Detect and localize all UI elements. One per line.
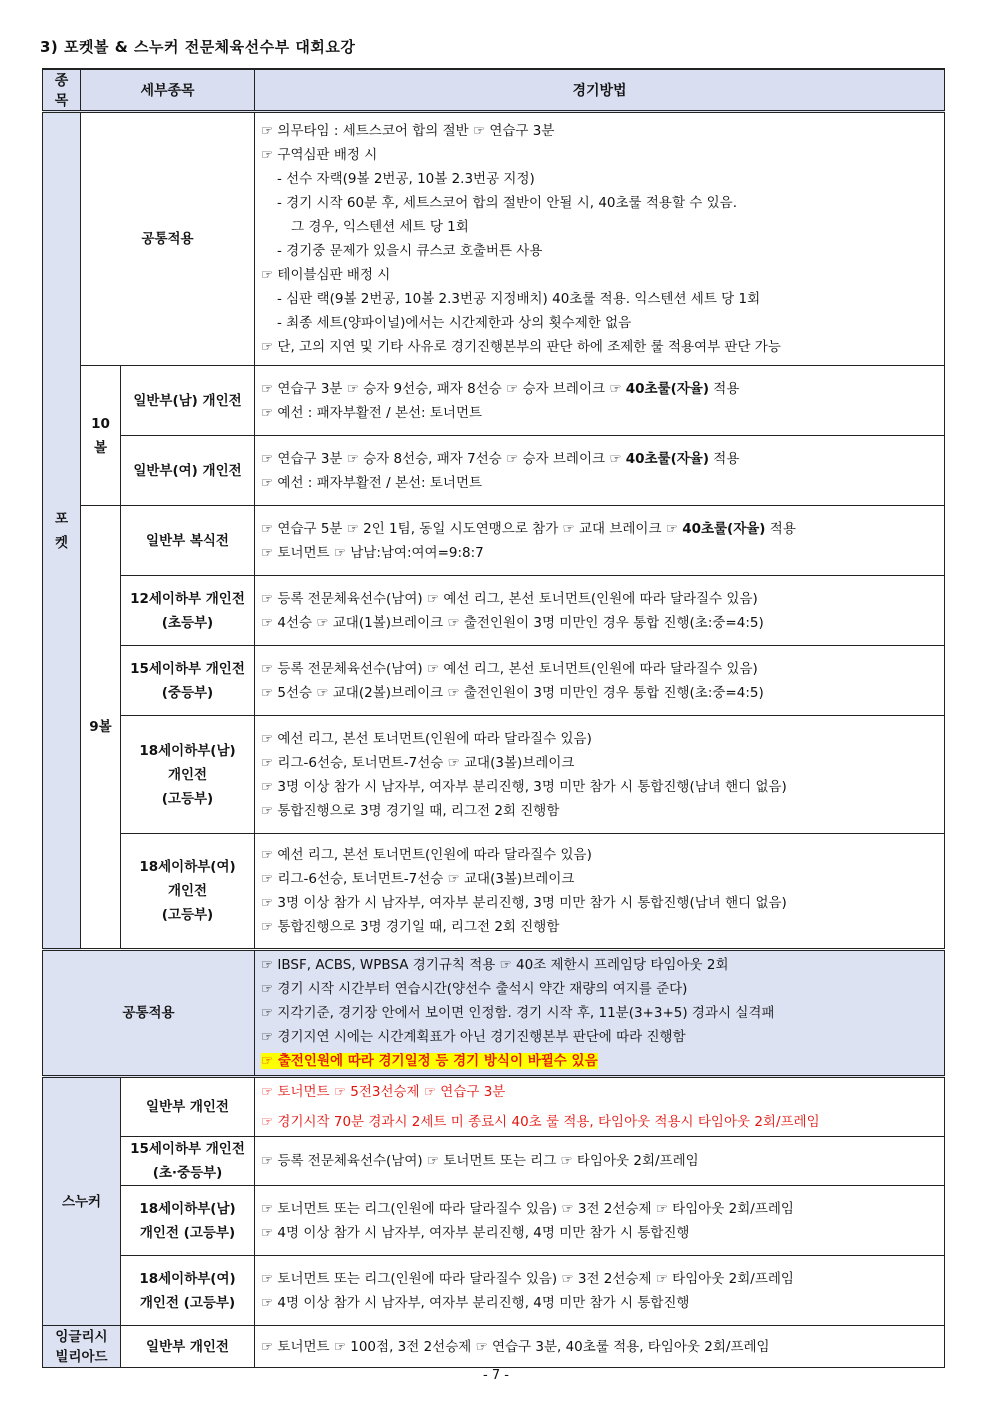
table-row (43, 1186, 945, 1256)
event-name-line: 개인전 (167, 883, 208, 899)
event-rules (255, 834, 945, 950)
event-rules (255, 646, 945, 716)
event-name-line: (중등부) (161, 684, 214, 701)
rule-bold-text: 40초룰(자율) (682, 520, 766, 537)
common-all-rules (255, 950, 945, 1077)
rule-line: ☞ 등록 전문체육선수(남여) ☞ 토너먼트 또는 리그 ☞ 타임아웃 2회/프레임 (261, 1153, 699, 1169)
header-method: 경기방법 (255, 69, 945, 112)
event-name-line: (초·중등부) (152, 1165, 223, 1181)
rule-line: ☞ 3명 이상 참가 시 남자부, 여자부 분리진행, 3명 미만 참가 시 통합진행(남녀 핸디 없음) (261, 895, 787, 911)
rule-line: ☞ 의무타임 : 세트스코어 합의 절반 ☞ 연습구 3분 (261, 123, 555, 139)
event-name-line: 12세이하부 개인전 (130, 590, 245, 607)
rule-line: ☞ 토너먼트 ☞ 100점, 3전 2선승제 ☞ 연습구 3분, 40초룰 적용, 타임아웃 2회/프레임 (261, 1338, 770, 1355)
event-rules (255, 1077, 945, 1137)
rule-line: ☞ 3명 이상 참가 시 남자부, 여자부 분리진행, 3명 미만 참가 시 통합진행(남녀 핸디 없음) (261, 778, 787, 795)
sport-label-line: 잉글리시 (55, 1328, 108, 1345)
event-name: 일반부 개인전 (121, 1326, 255, 1368)
event-name (121, 1186, 255, 1256)
event-rules (255, 366, 945, 436)
rule-line: ☞ 4선승 ☞ 교대(1볼)브레이크 ☞ 출전인원이 3명 미만인 경우 통합 진행(초:중=4:5) (261, 614, 764, 631)
event-rules (255, 1186, 945, 1256)
rule-line (261, 447, 938, 471)
table-row (43, 950, 945, 1077)
highlighted-notice: ☞ 출전인원에 따라 경기일정 등 경기 방식이 바뀔수 있음 (261, 1053, 598, 1069)
ball9-label: 9볼 (81, 506, 121, 950)
rule-line: ☞ 토너먼트 또는 리그(인원에 따라 달라질수 있음) ☞ 3전 2선승제 ☞ 타임아웃 2회/프레임 (261, 1200, 794, 1217)
pocket-common-rules (255, 112, 945, 366)
event-rules (255, 506, 945, 576)
event-rules (255, 436, 945, 506)
rule-text: ☞ 연습구 3분 ☞ 승자 9선승, 패자 8선승 ☞ 승자 브레이크 ☞ (261, 380, 626, 397)
event-name (121, 646, 255, 716)
rule-line: - 심판 랙(9볼 2번공, 10볼 2.3번공 지정배치) 40초룰 적용. 익스텐션 세트 당 1회 (277, 291, 761, 307)
competition-rules-table (42, 68, 945, 1368)
rule-bold-text: 40초룰(자율) (625, 380, 710, 397)
rule-line: ☞ 등록 전문체육선수(남여) ☞ 예선 리그, 본선 토너먼트(인원에 따라 달라질수 있음) (261, 590, 758, 607)
event-name-line: 15세이하부 개인전 (130, 1141, 245, 1157)
event-name (121, 1137, 255, 1186)
rule-line: ☞ 5선승 ☞ 교대(2볼)브레이크 ☞ 출전인원이 3명 미만인 경우 통합 진행(초:중=4:5) (261, 684, 764, 701)
sport-english-billiards (43, 1326, 121, 1368)
rule-line: ☞ 예선 리그, 본선 토너먼트(인원에 따라 달라질수 있음) (261, 847, 592, 863)
table-row (43, 1326, 945, 1368)
rule-line: ☞ 예선 : 패자부활전 / 본선: 토너먼트 (261, 404, 483, 421)
event-name: 일반부 복식전 (121, 506, 255, 576)
table-row (43, 1256, 945, 1326)
rule-line (261, 1049, 938, 1073)
page-number: - 7 - (483, 1368, 509, 1383)
table-row (43, 436, 945, 506)
rule-line: ☞ 단, 고의 지연 및 기타 사유로 경기진행본부의 판단 하에 조제한 룰 적용여부 판단 가능 (261, 339, 781, 355)
rule-text: ☞ 연습구 5분 ☞ 2인 1팀, 동일 시도연맹으로 참가 ☞ 교대 브레이크 ☞ (261, 520, 683, 537)
event-name-line: (초등부) (161, 614, 214, 631)
rule-line: - 최종 세트(양파이널)에서는 시간제한과 상의 횟수제한 없음 (277, 315, 632, 331)
event-name-line: 18세이하부(여) (139, 1270, 236, 1287)
rule-line: ☞ 등록 전문체육선수(남여) ☞ 예선 리그, 본선 토너먼트(인원에 따라 달라질수 있음) (261, 660, 758, 677)
event-rules (255, 1326, 945, 1368)
event-name: 일반부 개인전 (121, 1077, 255, 1137)
rule-line: - 경기중 문제가 있을시 큐스코 호출버튼 사용 (277, 243, 543, 259)
rule-line (261, 377, 938, 401)
table-header-row (43, 69, 945, 112)
sport-pocket: 포켓 (43, 112, 81, 950)
event-name-line: 개인전 (167, 766, 208, 783)
rule-line: ☞ 경기시작 70분 경과시 2세트 미 종료시 40초 룰 적용, 타임아웃 적용시 타임아웃 2회/프레임 (261, 1114, 820, 1130)
rule-line: ☞ 통합진행으로 3명 경기일 때, 리그전 2회 진행함 (261, 802, 560, 819)
ball10-label: 10볼 (81, 366, 121, 506)
pocket-common-label: 공통적용 (81, 112, 255, 366)
rule-line: ☞ 4명 이상 참가 시 남자부, 여자부 분리진행, 4명 미만 참가 시 통합진행 (261, 1224, 690, 1241)
table-row (43, 646, 945, 716)
table-row (43, 506, 945, 576)
rule-line: 그 경우, 익스텐션 세트 당 1회 (291, 219, 469, 235)
event-name-line: 개인전 (고등부) (139, 1224, 236, 1241)
rule-text: 적용 (709, 450, 740, 467)
rule-line: ☞ 지각기준, 경기장 안에서 보이면 인정함. 경기 시작 후, 11분(3+3+5) 경과시 실격패 (261, 1005, 775, 1021)
event-rules (255, 1256, 945, 1326)
event-name (121, 576, 255, 646)
event-rules (255, 1137, 945, 1186)
rule-line (261, 517, 938, 541)
table-row (43, 716, 945, 834)
event-name-line: 18세이하부(남) (139, 742, 236, 759)
event-name-line: (고등부) (161, 907, 214, 923)
rule-line: ☞ 테이블심판 배정 시 (261, 267, 391, 283)
rule-line: ☞ 구역심판 배정 시 (261, 147, 378, 163)
table-row (43, 1077, 945, 1137)
rule-line: - 경기 시작 60분 후, 세트스코어 합의 절반이 안될 시, 40초룰 적용할 수 있음. (277, 195, 738, 211)
event-name-line: (고등부) (161, 790, 214, 807)
table-row (43, 366, 945, 436)
event-name-line: 개인전 (고등부) (139, 1294, 236, 1311)
rule-text: 적용 (709, 380, 740, 397)
rule-line: ☞ 통합진행으로 3명 경기일 때, 리그전 2회 진행함 (261, 919, 560, 935)
event-name (121, 716, 255, 834)
rule-line: ☞ IBSF, ACBS, WPBSA 경기규칙 적용 ☞ 40조 제한시 프레임당 타임아웃 2회 (261, 957, 729, 973)
rule-text: 적용 (765, 520, 796, 537)
event-name: 일반부(남) 개인전 (121, 366, 255, 436)
event-name-line: 18세이하부(여) (139, 859, 236, 875)
common-all-label: 공통적용 (43, 950, 255, 1077)
rule-line: ☞ 토너먼트 ☞ 남남:남여:여여=9:8:7 (261, 544, 484, 561)
header-sub-event: 세부종목 (81, 69, 255, 112)
rule-line: ☞ 4명 이상 참가 시 남자부, 여자부 분리진행, 4명 미만 참가 시 통합진행 (261, 1294, 690, 1311)
table-row (43, 1137, 945, 1186)
rule-line: ☞ 예선 리그, 본선 토너먼트(인원에 따라 달라질수 있음) (261, 730, 592, 747)
rule-line: ☞ 경기지연 시에는 시간계획표가 아닌 경기진행본부 판단에 따라 진행함 (261, 1029, 686, 1045)
event-rules (255, 716, 945, 834)
rule-line: ☞ 예선 : 패자부활전 / 본선: 토너먼트 (261, 474, 483, 491)
table-row (43, 112, 945, 366)
event-rules (255, 576, 945, 646)
sport-label-line: 빌리아드 (55, 1348, 108, 1365)
header-sport: 종목 (43, 69, 81, 112)
table-row (43, 834, 945, 950)
event-name-line: 15세이하부 개인전 (130, 660, 245, 677)
rule-line: ☞ 리그-6선승, 토너먼트-7선승 ☞ 교대(3볼)브레이크 (261, 754, 575, 771)
rule-line: ☞ 리그-6선승, 토너먼트-7선승 ☞ 교대(3볼)브레이크 (261, 871, 575, 887)
rule-bold-text: 40초룰(자율) (625, 450, 710, 467)
rule-line: - 선수 자랙(9볼 2번공, 10볼 2.3번공 지정) (277, 171, 535, 187)
event-name: 일반부(여) 개인전 (121, 436, 255, 506)
table-row (43, 576, 945, 646)
rule-line: ☞ 토너먼트 또는 리그(인원에 따라 달라질수 있음) ☞ 3전 2선승제 ☞ 타임아웃 2회/프레임 (261, 1270, 794, 1287)
rule-line: ☞ 토너먼트 ☞ 5전3선승제 ☞ 연습구 3분 (261, 1084, 506, 1100)
section-heading: 3) 포켓볼 & 스누커 전문체육선수부 대회요강 (40, 38, 356, 56)
event-name-line: 18세이하부(남) (139, 1200, 236, 1217)
event-name (121, 834, 255, 950)
rule-line: ☞ 경기 시작 시간부터 연습시간(양선수 출석시 약간 재량의 여지를 준다) (261, 981, 688, 997)
event-name (121, 1256, 255, 1326)
rule-text: ☞ 연습구 3분 ☞ 승자 8선승, 패자 7선승 ☞ 승자 브레이크 ☞ (261, 450, 626, 467)
sport-snooker: 스누커 (43, 1077, 121, 1326)
